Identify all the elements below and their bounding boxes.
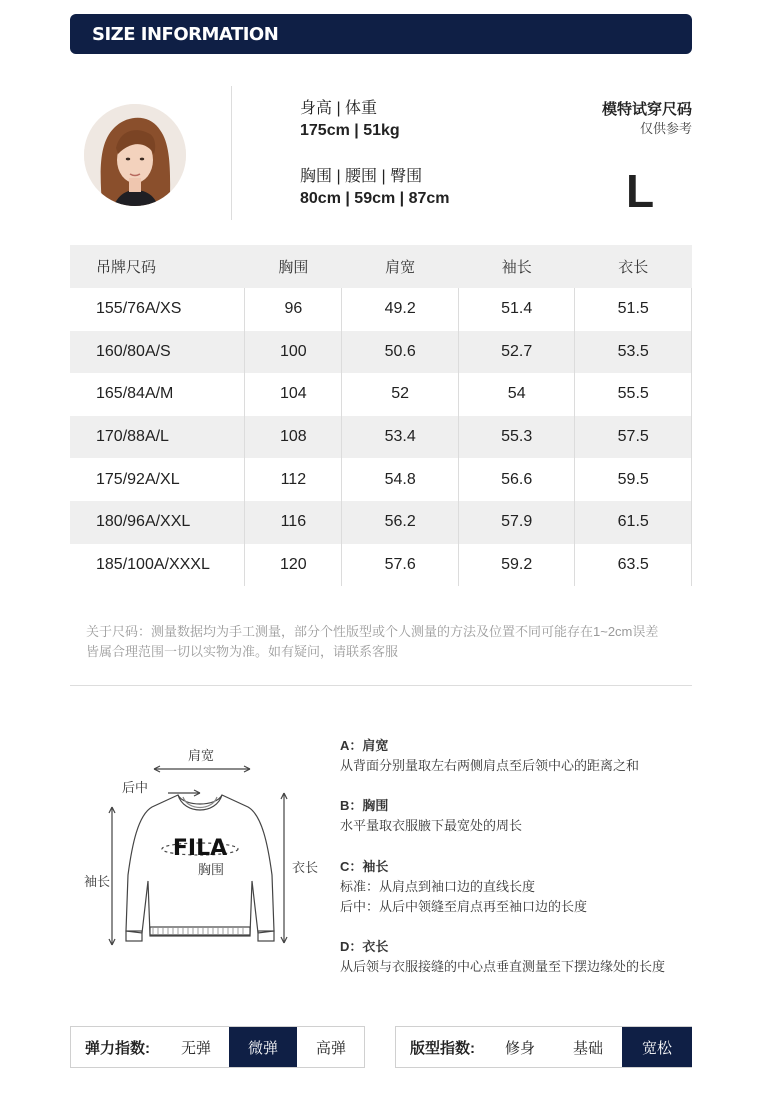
table-row <box>70 288 692 331</box>
size-table <box>70 245 692 586</box>
table-row <box>70 331 692 374</box>
definition-b-text: 水平量取衣服腋下最宽处的周长 <box>340 818 523 833</box>
try-size-sub: 仅供参考 <box>639 121 692 136</box>
definition-b <box>340 796 522 836</box>
diagram-length-label: 衣长 <box>292 860 319 875</box>
table-cell: 165/84A/M <box>70 373 245 416</box>
table-cell: 54.8 <box>342 458 459 501</box>
definition-a-text: 从背面分别量取左右两侧肩点至后领中心的距离之和 <box>340 758 640 773</box>
table-row <box>70 458 692 501</box>
model-height-weight <box>300 98 400 142</box>
size-note <box>86 622 696 662</box>
definition-d-text: 从后领与衣服接缝的中心点垂直测量至下摆边缘处的长度 <box>340 959 666 974</box>
table-cell: 180/96A/XXL <box>70 501 245 544</box>
table-cell: 96 <box>245 288 342 331</box>
height-weight-label: 身高 | 体重 <box>300 100 378 117</box>
model-avatar <box>84 104 186 206</box>
table-cell: 108 <box>245 416 342 459</box>
table-cell: 52 <box>342 373 459 416</box>
table-cell: 59.5 <box>575 458 692 501</box>
table-cell: 57.5 <box>575 416 692 459</box>
section-divider <box>70 685 692 686</box>
try-size-value: L <box>626 165 655 217</box>
table-row <box>70 501 692 544</box>
diagram-back-center-label: 后中 <box>122 780 149 795</box>
fit-index <box>395 1026 692 1068</box>
definition-c-title: C：袖长 <box>340 859 389 874</box>
table-cell: 112 <box>245 458 342 501</box>
table-row <box>70 416 692 459</box>
table-cell: 53.4 <box>342 416 459 459</box>
table-cell: 104 <box>245 373 342 416</box>
table-cell: 55.5 <box>575 373 692 416</box>
table-header-row <box>70 245 692 288</box>
definition-c-text-2: 后中：从后中领缝至肩点再至袖口边的长度 <box>340 899 588 914</box>
elastic-option-none: 无弹 <box>180 1039 211 1057</box>
header-shoulder: 肩宽 <box>342 245 459 288</box>
header-length: 衣长 <box>575 245 692 288</box>
table-cell: 59.2 <box>458 544 575 587</box>
sweatshirt-outline-icon <box>80 735 330 965</box>
fit-option-basic: 基础 <box>572 1039 603 1057</box>
table-cell: 61.5 <box>575 501 692 544</box>
measure-value: 80cm | 59cm | 87cm <box>300 190 450 207</box>
garment-diagram <box>80 735 330 965</box>
table-cell: 185/100A/XXXL <box>70 544 245 587</box>
fit-option-slim: 修身 <box>504 1039 535 1057</box>
definition-a-title: A：肩宽 <box>340 738 389 753</box>
definition-c-text-1: 标准：从肩点到袖口边的直线长度 <box>340 879 536 894</box>
table-cell: 170/88A/L <box>70 416 245 459</box>
table-cell: 51.4 <box>458 288 575 331</box>
table-cell: 56.6 <box>458 458 575 501</box>
table-cell: 50.6 <box>342 331 459 374</box>
diagram-shoulder-label: 肩宽 <box>188 748 215 763</box>
measure-label: 胸围 | 腰围 | 臀围 <box>300 168 423 185</box>
table-cell: 120 <box>245 544 342 587</box>
header-title: SIZE INFORMATION <box>92 23 279 45</box>
table-cell: 52.7 <box>458 331 575 374</box>
note-line-1: 关于尺码：测量数据均为手工测量，部分个性版型或个人测量的方法及位置不同可能存在1~2cm误差 <box>86 624 659 639</box>
table-cell: 51.5 <box>575 288 692 331</box>
diagram-chest-label: 胸围 <box>198 862 225 877</box>
table-row <box>70 373 692 416</box>
height-weight-value: 175cm | 51kg <box>300 122 400 139</box>
fila-logo: FILA <box>172 836 228 861</box>
table-cell: 160/80A/S <box>70 331 245 374</box>
header-sleeve: 袖长 <box>458 245 575 288</box>
model-divider <box>231 86 232 220</box>
table-cell: 53.5 <box>575 331 692 374</box>
definition-d <box>340 937 665 977</box>
table-row <box>70 544 692 587</box>
table-cell: 54 <box>458 373 575 416</box>
elastic-option-slight: 微弹 <box>229 1027 297 1067</box>
header-bar <box>70 14 692 54</box>
definition-b-title: B：胸围 <box>340 798 389 813</box>
table-cell: 100 <box>245 331 342 374</box>
table-cell: 55.3 <box>458 416 575 459</box>
fit-index-label: 版型指数: <box>410 1039 475 1057</box>
table-cell: 116 <box>245 501 342 544</box>
definition-d-title: D：衣长 <box>340 939 389 954</box>
model-portrait-icon <box>84 104 186 206</box>
table-cell: 63.5 <box>575 544 692 587</box>
elastic-option-high: 高弹 <box>315 1039 346 1057</box>
elastic-index <box>70 1026 365 1068</box>
model-measurements <box>300 166 450 210</box>
definition-a <box>340 736 639 776</box>
elastic-index-label: 弹力指数: <box>85 1039 150 1057</box>
definition-c <box>340 857 587 917</box>
diagram-sleeve-label: 袖长 <box>84 874 111 889</box>
note-line-2: 皆属合理范围一切以实物为准。如有疑问，请联系客服 <box>86 644 399 659</box>
table-cell: 155/76A/XS <box>70 288 245 331</box>
fit-option-loose: 宽松 <box>622 1027 692 1067</box>
table-cell: 175/92A/XL <box>70 458 245 501</box>
table-cell: 56.2 <box>342 501 459 544</box>
header-tag-size: 吊牌尺码 <box>70 245 245 288</box>
table-cell: 57.9 <box>458 501 575 544</box>
try-size-title: 模特试穿尺码 <box>601 101 692 118</box>
header-chest: 胸围 <box>245 245 342 288</box>
table-cell: 49.2 <box>342 288 459 331</box>
table-cell: 57.6 <box>342 544 459 587</box>
